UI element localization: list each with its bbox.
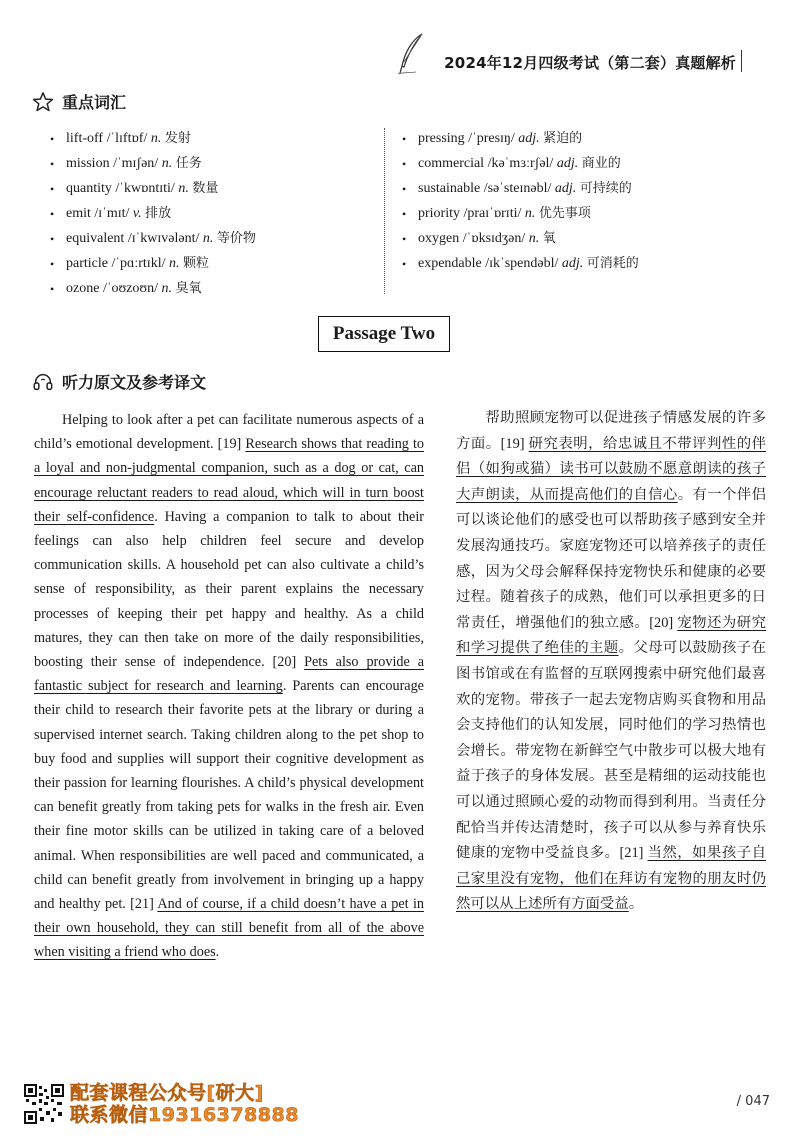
passage-title-box: [318, 316, 450, 352]
listening-heading: [32, 370, 206, 393]
vocab-item: • quantity /ˈkwɒntɪti/ n. 数量: [50, 180, 256, 205]
page-number: / 047: [736, 1094, 770, 1109]
answer-20-zh-underline: 宠物还为研究和学习提供了绝佳的主题: [456, 614, 766, 657]
vocab-item: • expendable /ɪkˈspendəbl/ adj. 可消耗的: [402, 255, 639, 280]
listening-heading-text: 听力原文及参考译文: [62, 373, 207, 392]
vocab-item: • lift-off /ˈlɪftɒf/ n. 发射: [50, 130, 256, 155]
vocab-item: • oxygen /ˈɒksɪdʒən/ n. 氧: [402, 230, 639, 255]
vocab-item: • equivalent /ɪˈkwɪvələnt/ n. 等价物: [50, 230, 256, 255]
promo-banner: [70, 1082, 299, 1126]
vocab-item: • mission /ˈmɪʃən/ n. 任务: [50, 155, 256, 180]
vocab-item: • emit /ɪˈmɪt/ v. 排放: [50, 205, 256, 230]
qr-code-icon[interactable]: [24, 1084, 64, 1124]
passage-title: Passage Two: [332, 323, 436, 344]
vocab-item: • ozone /ˈoʊzoʊn/ n. 臭氧: [50, 280, 256, 305]
answer-19-underline: Research shows that reading to a loyal and non-judgmental companion, such as a dog or cat, can encourage reluctant readers to read aloud, which will in turn boost their self-confidence: [34, 436, 424, 525]
page-title: 2024年12月四级考试（第二套）真题解析: [444, 54, 736, 72]
promo-line-1: 配套课程公众号[研大]: [70, 1082, 264, 1104]
vocab-item: • particle /ˈpɑːrtɪkl/ n. 颗粒: [50, 255, 256, 280]
promo-line-2: 联系微信19316378888: [70, 1104, 299, 1126]
quill-pen-icon: [396, 32, 426, 76]
star-icon: [32, 91, 54, 113]
vocab-list-right: [402, 130, 639, 280]
answer-21-zh-underline: 当然，如果孩子自己家里没有宠物，他们在拜访有宠物的朋友时仍然可以从上述所有方面受益: [456, 845, 766, 913]
vocab-list-left: [50, 130, 256, 305]
answer-20-underline: Pets also provide a fantastic subject for research and learning: [34, 654, 424, 695]
vocab-item: • pressing /ˈpresɪŋ/ adj. 紧迫的: [402, 130, 639, 155]
answer-21-underline: And of course, if a child doesn’t have a pet in their own household, they can still benefit from all of the above when visiting a friend who does: [34, 896, 424, 961]
vocab-column-divider: [384, 128, 385, 294]
english-transcript: Helping to look after a pet can facilitate numerous aspects of a child’s emotional development. [19] Research shows that reading to a loyal and non-judgmental companion, such as a dog or cat, can encourage reluctant readers to read aloud, which will in turn boost their self-confidence. Having a companion to talk to about their feelings can also help children feel secure and develop communication skills. A household pet can also cultivate a child’s sense of responsibility, as their parent explains the necessary processes of keeping their pet happy and healthy. As a child matures, they can then take on more of the daily responsibilities, boosting their sense of independence. [20] Pets also provide a fantastic subject for research and learning. Parents can encourage their child to research their favorite pets at the library or during a supervised internet search. Taking children along to the pet shop to buy food and supplies will support their cognitive development as their passion for learning flourishes. A child’s physical development can benefit greatly from taking pets for walks in the fresh air. Even their fine motor skills can be utilized in taking care of a beloved animal. When responsibilities are well paced and communicated, a child can benefit greatly from involvement in bringing up a happy and healthy pet. [21] And of course, if a child doesn’t have a pet in their own household, they can still benefit from all of the above when visiting a friend who does.: [34, 412, 424, 961]
vocab-item: • sustainable /səˈsteɪnəbl/ adj. 可持续的: [402, 180, 639, 205]
page-header: [0, 30, 800, 80]
vocab-item: • commercial /kəˈmɜːrʃəl/ adj. 商业的: [402, 155, 639, 180]
vocab-item: • priority /praɪˈɒrɪti/ n. 优先事项: [402, 205, 639, 230]
headphones-icon: [32, 371, 54, 393]
header-divider: [741, 50, 743, 72]
vocab-heading-text: 重点词汇: [62, 93, 127, 112]
answer-19-zh-underline: 研究表明，给忠诚且不带评判性的伴侣（如狗或猫）读书可以鼓励不愿意朗读的孩子大声朗读，从而提高他们的自信心: [456, 435, 766, 503]
vocab-heading: [32, 90, 126, 113]
chinese-translation: 帮助照顾宠物可以促进孩子情感发展的许多方面。[19] 研究表明，给忠诚且不带评判性的伴侣（如狗或猫）读书可以鼓励不愿意朗读的孩子大声朗读，从而提高他们的自信心。有一个伴侣可以谈论他们的感受也可以帮助孩子感到安全并发展沟通技巧。家庭宠物还可以培养孩子的责任感，因为父母会解释保持宠物快乐和健康的必要过程。随着孩子的成熟，他们可以承担更多的日常责任，增强他们的独立感。[20] 宠物还为研究和学习提供了绝佳的主题。父母可以鼓励孩子在图书馆或在有监督的互联网搜索中研究他们最喜欢的宠物。带孩子一起去宠物店购买食物和用品会支持他们的认知发展，同时他们的学习热情也会增长。带宠物在新鲜空气中散步可以极大地有益于孩子的身体发展。甚至是精细的运动技能也可以通过照顾心爱的动物而得到利用。当责任分配恰当并传达清楚时，孩子可以从参与养育快乐健康的宠物中受益良多。[21] 当然，如果孩子自己家里没有宠物，他们在拜访有宠物的朋友时仍然可以从上述所有方面受益。: [456, 410, 766, 913]
